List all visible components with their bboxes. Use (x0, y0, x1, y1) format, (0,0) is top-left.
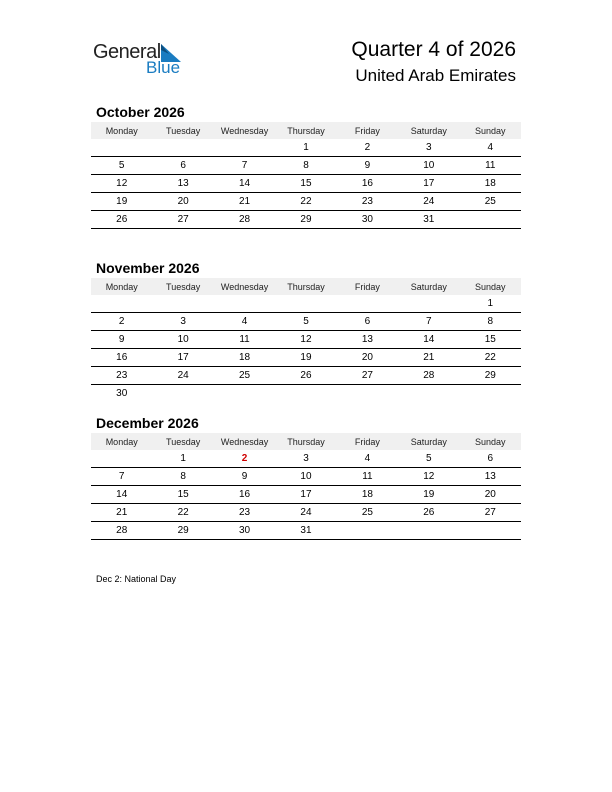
day-cell: 20 (152, 193, 213, 211)
day-cell: 15 (460, 331, 521, 349)
day-cell: 22 (152, 504, 213, 522)
day-cell: 26 (275, 367, 336, 385)
day-cell: 24 (398, 193, 459, 211)
week-row (91, 468, 521, 486)
day-cell: 17 (398, 175, 459, 193)
day-cell: 21 (91, 504, 152, 522)
day-cell: 16 (214, 486, 275, 504)
day-cell: 6 (460, 450, 521, 468)
day-cell: 27 (337, 367, 398, 385)
page-subtitle: United Arab Emirates (355, 66, 516, 85)
day-cell: 28 (398, 367, 459, 385)
week-row (91, 331, 521, 349)
week-row (91, 157, 521, 175)
day-cell (152, 295, 213, 313)
week-row (91, 193, 521, 211)
day-cell (337, 385, 398, 403)
day-cell: 8 (152, 468, 213, 486)
day-cell: 12 (275, 331, 336, 349)
day-cell: 2 (337, 139, 398, 157)
day-cell: 5 (91, 157, 152, 175)
day-cell: 16 (337, 175, 398, 193)
day-cell (214, 295, 275, 313)
day-cell: 18 (337, 486, 398, 504)
generalblue-logo (93, 41, 193, 81)
day-cell: 24 (275, 504, 336, 522)
week-row (91, 504, 521, 522)
day-cell: 19 (398, 486, 459, 504)
day-cell (275, 385, 336, 403)
day-cell: 12 (91, 175, 152, 193)
weekday-header-row (91, 122, 521, 139)
day-cell: 5 (275, 313, 336, 331)
day-cell: 22 (460, 349, 521, 367)
weekday-header-row (91, 433, 521, 450)
day-cell: 28 (214, 211, 275, 229)
day-cell (460, 211, 521, 229)
day-cell: 30 (337, 211, 398, 229)
week-row (91, 450, 521, 468)
weekday-header: Monday (91, 433, 152, 450)
day-cell (214, 139, 275, 157)
day-cell: 3 (152, 313, 213, 331)
weekday-header: Saturday (398, 278, 459, 295)
day-cell (460, 522, 521, 540)
day-cell: 4 (214, 313, 275, 331)
weekday-header: Tuesday (152, 433, 213, 450)
day-cell: 10 (398, 157, 459, 175)
weekday-header: Saturday (398, 433, 459, 450)
day-cell (91, 450, 152, 468)
day-cell (337, 295, 398, 313)
day-cell (398, 295, 459, 313)
day-cell (398, 385, 459, 403)
day-cell: 20 (337, 349, 398, 367)
day-cell: 23 (214, 504, 275, 522)
day-cell: 26 (91, 211, 152, 229)
weekday-header: Wednesday (214, 122, 275, 139)
weekday-header: Monday (91, 122, 152, 139)
day-cell: 11 (337, 468, 398, 486)
day-cell (460, 385, 521, 403)
week-row (91, 211, 521, 229)
day-cell: 4 (460, 139, 521, 157)
day-cell: 26 (398, 504, 459, 522)
weekday-header-row (91, 278, 521, 295)
day-cell: 1 (460, 295, 521, 313)
calendar-table (91, 278, 521, 402)
week-row (91, 295, 521, 313)
week-row (91, 367, 521, 385)
week-row (91, 385, 521, 403)
day-cell: 19 (91, 193, 152, 211)
calendar-table (91, 122, 521, 229)
logo-blue-text: Blue (146, 58, 181, 77)
day-cell: 10 (275, 468, 336, 486)
month-title: December 2026 (96, 415, 199, 431)
day-cell: 29 (275, 211, 336, 229)
holiday-notes (96, 574, 176, 584)
day-cell: 28 (91, 522, 152, 540)
page-title: Quarter 4 of 2026 (351, 38, 516, 61)
day-cell: 9 (91, 331, 152, 349)
day-cell: 25 (460, 193, 521, 211)
day-cell: 21 (214, 193, 275, 211)
weekday-header: Sunday (460, 433, 521, 450)
day-cell: 17 (275, 486, 336, 504)
day-cell: 6 (152, 157, 213, 175)
weekday-header: Tuesday (152, 278, 213, 295)
calendar-table (91, 433, 521, 540)
day-cell: 29 (460, 367, 521, 385)
day-cell: 13 (152, 175, 213, 193)
day-cell: 31 (275, 522, 336, 540)
weekday-header: Wednesday (214, 278, 275, 295)
day-cell (91, 295, 152, 313)
holiday-note: Dec 2: National Day (96, 574, 177, 584)
day-cell (398, 522, 459, 540)
day-cell: 7 (91, 468, 152, 486)
day-cell: 27 (152, 211, 213, 229)
day-cell: 1 (275, 139, 336, 157)
day-cell: 3 (398, 139, 459, 157)
day-cell: 1 (152, 450, 213, 468)
day-cell (91, 139, 152, 157)
day-cell: 16 (91, 349, 152, 367)
day-cell: 9 (337, 157, 398, 175)
week-row (91, 313, 521, 331)
day-cell: 30 (116, 388, 128, 399)
weekday-header: Thursday (275, 433, 336, 450)
day-cell: 30 (214, 522, 275, 540)
day-cell: 7 (214, 157, 275, 175)
day-cell (152, 139, 213, 157)
day-cell: 18 (460, 175, 521, 193)
day-cell: 5 (398, 450, 459, 468)
day-cell: 25 (337, 504, 398, 522)
day-cell: 31 (398, 211, 459, 229)
day-cell: 27 (460, 504, 521, 522)
day-cell: 6 (337, 313, 398, 331)
day-cell: 18 (214, 349, 275, 367)
week-row (91, 486, 521, 504)
day-cell: 11 (460, 157, 521, 175)
day-cell: 3 (275, 450, 336, 468)
day-cell: 14 (398, 331, 459, 349)
weekday-header: Friday (337, 122, 398, 139)
weekday-header: Tuesday (152, 122, 213, 139)
day-cell: 21 (398, 349, 459, 367)
day-cell: 25 (214, 367, 275, 385)
weekday-header: Friday (337, 433, 398, 450)
week-row (91, 175, 521, 193)
day-cell: 15 (152, 486, 213, 504)
day-cell: 20 (460, 486, 521, 504)
day-cell: 14 (91, 486, 152, 504)
day-cell (152, 385, 213, 403)
week-row (91, 522, 521, 540)
day-cell: 11 (214, 331, 275, 349)
day-cell: 23 (91, 367, 152, 385)
day-cell (337, 522, 398, 540)
day-cell: 10 (152, 331, 213, 349)
day-cell: 8 (275, 157, 336, 175)
month-november (91, 258, 521, 402)
weekday-header: Sunday (460, 122, 521, 139)
day-cell: 12 (398, 468, 459, 486)
weekday-header: Wednesday (214, 433, 275, 450)
day-cell: 14 (214, 175, 275, 193)
week-row (91, 139, 521, 157)
holiday-day-cell: 2 (214, 450, 275, 468)
day-cell: 13 (337, 331, 398, 349)
day-cell (214, 385, 275, 403)
weekday-header: Thursday (275, 122, 336, 139)
weekday-header: Saturday (398, 122, 459, 139)
month-october (91, 102, 521, 229)
day-cell: 24 (152, 367, 213, 385)
day-cell: 4 (337, 450, 398, 468)
day-cell: 19 (275, 349, 336, 367)
day-cell: 29 (152, 522, 213, 540)
day-cell: 13 (460, 468, 521, 486)
day-cell: 23 (337, 193, 398, 211)
logo-general-text: General (93, 41, 161, 63)
day-cell: 8 (460, 313, 521, 331)
weekday-header: Sunday (460, 278, 521, 295)
weekday-header: Monday (91, 278, 152, 295)
day-cell: 15 (275, 175, 336, 193)
day-cell: 9 (214, 468, 275, 486)
day-cell (275, 295, 336, 313)
day-cell: 7 (398, 313, 459, 331)
month-title: November 2026 (96, 260, 200, 276)
day-cell: 17 (152, 349, 213, 367)
month-december (91, 413, 521, 540)
weekday-header: Friday (337, 278, 398, 295)
day-cell: 2 (91, 313, 152, 331)
week-row (91, 349, 521, 367)
weekday-header: Thursday (275, 278, 336, 295)
day-cell: 22 (275, 193, 336, 211)
month-title: October 2026 (96, 104, 185, 120)
